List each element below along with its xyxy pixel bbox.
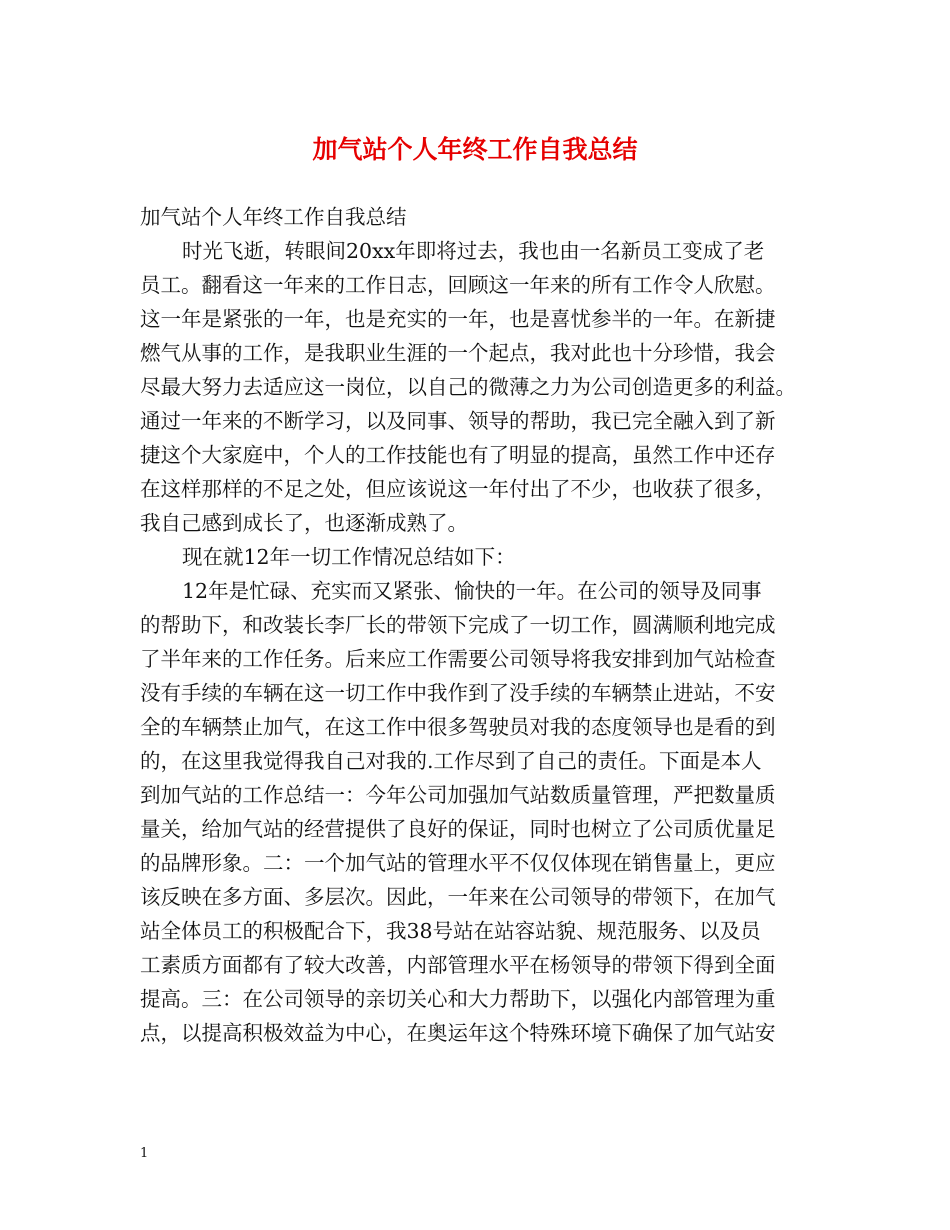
text-line: 提高。三：在公司领导的亲切关心和大力帮助下，以强化内部管理为重 [140, 987, 776, 1011]
text-line: 燃气从事的工作，是我职业生涯的一个起点，我对此也十分珍惜，我会 [140, 341, 776, 365]
text-line: 没有手续的车辆在这一切工作中我作到了没手续的车辆禁止进站，不安 [140, 681, 776, 705]
text-line: 尽最大努力去适应这一岗位，以自己的微薄之力为公司创造更多的利益。 [140, 375, 796, 399]
text-line: 到加气站的工作总结一：今年公司加强加气站数质量管理，严把数量质 [140, 783, 776, 807]
text-line: 的帮助下，和改装长李厂长的带领下完成了一切工作，圆满顺利地完成 [140, 613, 776, 637]
document-title: 加气站个人年终工作自我总结 [312, 135, 638, 164]
text-line: 通过一年来的不断学习，以及同事、领导的帮助，我已完全融入到了新 [140, 409, 776, 433]
text-line: 时光飞逝，转眼间20xx年即将过去，我也由一名新员工变成了老 [182, 239, 765, 263]
text-line: 员工。翻看这一年来的工作日志，回顾这一年来的所有工作令人欣慰。 [140, 273, 776, 297]
text-line: 12年是忙碌、充实而又紧张、愉快的一年。在公司的领导及同事 [182, 579, 762, 603]
text-line: 这一年是紧张的一年，也是充实的一年，也是喜忧参半的一年。在新捷 [140, 307, 776, 331]
text-line: 我自己感到成长了，也逐渐成熟了。 [140, 511, 468, 535]
text-line: 全的车辆禁止加气，在这工作中很多驾驶员对我的态度领导也是看的到 [140, 715, 776, 739]
text-line: 在这样那样的不足之处，但应该说这一年付出了不少，也收获了很多， [140, 477, 776, 501]
text-line: 的品牌形象。二：一个加气站的管理水平不仅仅体现在销售量上，更应 [140, 851, 776, 875]
text-line: 量关，给加气站的经营提供了良好的保证，同时也树立了公司质优量足 [140, 817, 776, 841]
text-line: 站全体员工的积极配合下，我38号站在站容站貌、规范服务、以及员 [140, 919, 761, 943]
text-line: 的，在这里我觉得我自己对我的.工作尽到了自己的责任。下面是本人 [140, 749, 762, 773]
text-line: 工素质方面都有了较大改善，内部管理水平在杨领导的带领下得到全面 [140, 953, 776, 977]
page-number: 1 [140, 1146, 149, 1161]
text-line: 现在就12年一切工作情况总结如下： [182, 545, 516, 569]
text-line: 加气站个人年终工作自我总结 [140, 205, 407, 229]
document-body [140, 200, 830, 1050]
text-line: 捷这个大家庭中，个人的工作技能也有了明显的提高，虽然工作中还存 [140, 443, 776, 467]
text-line: 了半年来的工作任务。后来应工作需要公司领导将我安排到加气站检查 [140, 647, 776, 671]
text-line: 该反映在多方面、多层次。因此，一年来在公司领导的带领下，在加气 [140, 885, 776, 909]
text-line: 点，以提高积极效益为中心，在奥运年这个特殊环境下确保了加气站安 [140, 1021, 776, 1045]
